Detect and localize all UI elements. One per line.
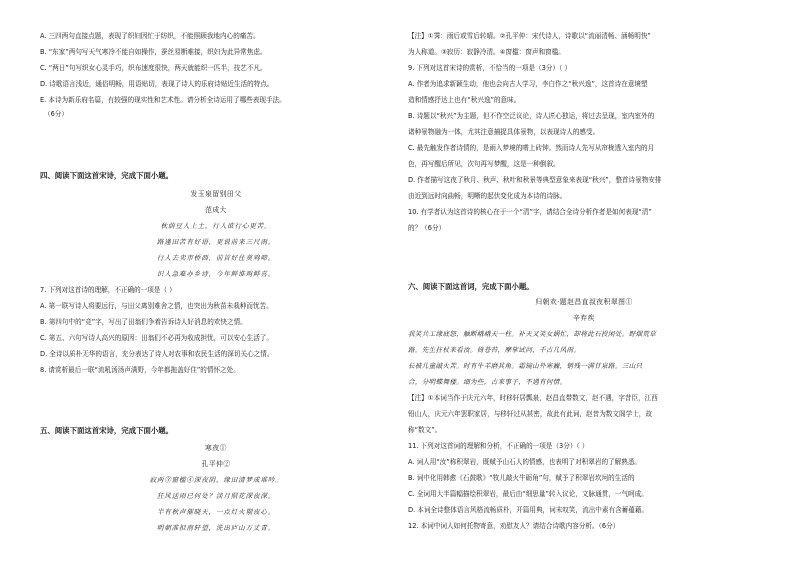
poem-5-note: 为人称道。③寂历：寂静冷清。④窗槛：窗声和窗槛。 [408, 48, 565, 56]
q10-stem-cont: 的？（6分） [408, 224, 446, 232]
q11-option-c: C. 全词用大半篇幅描绘积翠岩，最后由“细思量”转入议论，文脉通贯，一气呵成。 [408, 490, 648, 498]
q9-option-b: B. 诗题以“秋兴”为主题，但不作空泛议论，诗人匠心独运，将过去呈现，室内室外的 [408, 112, 655, 120]
poem-5-line: 寂两③窗槛④深夜阴，缘田清梦成堆吟。 [149, 476, 283, 484]
left-column [40, 0, 392, 562]
q6-option-a: A. 三四两句直接点题，表现了织妇因忙于纺织，不能照顾我地内心的痛苦。 [40, 32, 260, 40]
right-column [408, 0, 760, 562]
poem-6-text: 合，分明蝶舞楼。细为些，古来事子，不遇有何情。 [408, 378, 567, 386]
poem-6-note: 【注】①本词当作于庆元六年，时移轩居瓢泉，赵昌直带数文，赵不遇，字昔臣，江西 [408, 394, 658, 402]
q6-score: （6分） [44, 110, 68, 118]
q9-option-a-cont: 造和情感抒达上也有“秋兴逸”的意味。 [408, 96, 521, 104]
q9-option-b-cont: 诸种景物融为一体，尤其注意捕捉具体景物，以表现诗人的感受。 [408, 128, 600, 136]
poem-5-line: 半有秋声催晓天，一点灯火剔夜心。 [156, 508, 276, 516]
section-6-heading: 六、阅读下面这首词，完成下面小题。 [408, 282, 534, 291]
poem-4-title: 发玉泉留别田父 [190, 190, 242, 198]
q9-stem: 9. 下列对这首宋诗的赏析，不恰当的一项是（3分）（ ） [408, 64, 572, 72]
q9-option-d-cont: 由近到远时向曲畅，明晰的起伏变化成为本诗的诗脉。 [408, 192, 567, 200]
poem-5-line: 明朝准拟南轩望，洗出庐山万丈青。 [156, 524, 276, 532]
q6-option-d: D. 诗歌语言浅近，通俗明畅，用语贴切，表现了诗人的乐府诗贴近生活的特点。 [40, 80, 274, 88]
poem-5-author: 孔平仲② [201, 460, 231, 468]
poem-6-text: 我笑共工缘底怒，触断峨峨天一柱。补天又笑女娲忙，却将此石投闲处。野烟荒草 [408, 330, 657, 338]
q7-option-a: A. 第一联写诗人将要远行，与田父离别难舍之情，也突出为秋苗未栽种而忧苦。 [40, 302, 273, 310]
poem-6-text: 长被儿童敲火苦。时有牛羊磨其角。霜镜山外寒巍，销残一满甘泉路。三山只 [408, 362, 643, 370]
q10-stem: 10. 有学者认为这首诗的核心在于一个“清”字，请结合全诗分析作者是如何表现“清” [408, 208, 652, 216]
q7-option-d: D. 全诗以质朴无华的语言，充分表达了诗人对农事和农民生活的深切关心之情。 [40, 350, 274, 358]
q11-option-a: A. 词人用“汝”称积翠岩，既赋予山石人的情感，也表明了对积翠岩的了解熟悉。 [408, 458, 642, 466]
poem-4-line: 行人去卖市桥西，前首好住莫鸡啼。 [156, 254, 276, 262]
poem-4-line: 路逢田苦有好语，更说前来三尺雨。 [156, 238, 276, 246]
poem-6-note: 称“数文”。 [408, 426, 442, 434]
q11-option-d: D. 本词全诗整体语言风格流畅质朴，开篇用典，词末叹笑，流出中素有含蓄蕴藉。 [408, 506, 649, 514]
poem-6-title: 归朝欢·题赵昌直叔夜积翠图① [535, 298, 633, 306]
q9-option-a: A. 作者为追求新颖生动，他也会向古人学习，李白作之“秋兴逸”，这首诗在意境塑 [408, 80, 648, 88]
q11-option-b: B. 词中化用韩愈《石鼓歌》“牧儿敲火牛砺角”句，赋予了积翠岩坎坷的生活的 [408, 474, 635, 482]
q6-option-b: B. “东家”两句写天气寒冷不能自如操作，蚕丝易断难接，织妇为此异常焦虑。 [40, 48, 267, 56]
section-5-heading: 五、阅读下面这首宋诗，完成下面小题。 [40, 426, 174, 435]
poem-4-line: 识人急难办乡诗，今年鲜谁鸡鲜喜。 [156, 270, 276, 278]
section-4-heading: 四、阅读下面这首宋诗，完成下面小题。 [40, 171, 174, 180]
poem-4-line: 秋荫豆人上土，行人欲行心更苦。 [160, 222, 272, 230]
q9-option-d: D. 作者描写这夜了秋月、秋声、秋叶和秋景等典型意象来表现“秋兴”，整首诗景物安排 [408, 176, 662, 184]
q7-stem: 7. 下列对这首诗的理解，不正确的一项是（ ） [40, 286, 176, 294]
poem-5-note: 【注】①霁：雨后或雪后转晴。②孔平仲：宋代诗人，诗歌以“流丽清畅、涵畅明快” [408, 32, 651, 40]
q6-option-c: C. “两日”句写织女心灵手巧，织布速度很快，两天就能织一匹半，技艺不凡。 [40, 64, 267, 72]
q9-option-c: C. 最先触发作者诗情的，是雨入梦境的嗜上砖钟。然而诗人先写从帘栊透入室内的月 [408, 144, 655, 152]
poem-6-text: 路。先生拄杖来看汝。倚苍苔，摩挲试问，千古几风雨。 [408, 346, 581, 354]
poem-6-author: 辛弃疾 [573, 314, 595, 322]
poem-5-title: 寒夜① [205, 444, 227, 452]
q7-option-b: B. 第四句中的“竞”字，写出了田翁们争着告诉诗人好消息的欢快之情。 [40, 318, 247, 326]
poem-5-line: 狂风送雨已何处？淡月照花深夜深。 [156, 492, 276, 500]
q7-option-c: C. 第五、六句写诗人高兴的原因：田翁们不必再为收成担忧，可以安心生活了。 [40, 334, 273, 342]
q8-stem: 8. 请赏析最后一联“流吼汤汤声满野，今年都拖盖好住”的情怀之处。 [40, 366, 240, 374]
q12-stem: 12. 本词中词人如何托物寄意，劝慰友人？请结合诗歌内容分析。（6分） [408, 522, 620, 530]
poem-4-author: 范成大 [205, 206, 227, 214]
q9-option-c-cont: 色，再写醒后所见，次句再写梦醒，这是一种倒叙。 [408, 160, 560, 168]
poem-6-note: 铅山人，庆元六年罢职家居，与移轩过从甚密，故此有此词，赵昔为数文阁学士，故 [408, 410, 652, 418]
q11-stem: 11. 下列对这首词的理解和分析，不正确的一项是（3分）（ ） [408, 442, 589, 450]
q6-option-e: E. 本诗为新乐府名篇，有较强的现实性和艺术性。请分析全诗运用了哪些表现手法。 [40, 96, 286, 104]
